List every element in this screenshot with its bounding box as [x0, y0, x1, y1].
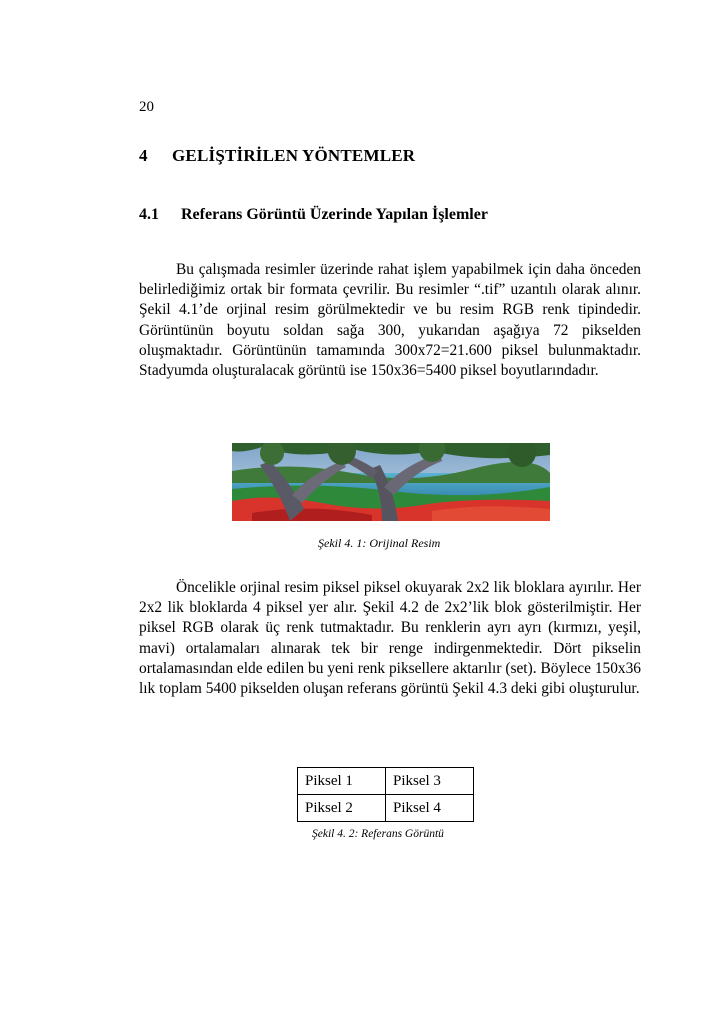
paragraph-2: Öncelikle orjinal resim piksel piksel okuyarak 2x2 lik bloklara ayırılır. Her 2x2 lik bloklarda 4 piksel yer alır. Şekil 4.2 de 2x2’lik blok gösterilmiştir. Her piksel RGB olarak üç renk tutmaktadır. Bu renklerin ayrı ayrı (kırmızı, yeşil, mavi) ortalamaları alınarak tek bir renge indirgenmektedir. Dört pikselin ortalamasından elde edilen bu yeni renk piksellere aktarılır (set). Böylece 150x36 lık toplam 5400 pikselden oluşan referans görüntü Şekil 4.3 deki gibi oluşturulur. — [139, 579, 641, 698]
table-cell: Piksel 1 — [298, 768, 386, 795]
pixel-block-table — [297, 767, 474, 822]
section-title: Referans Görüntü Üzerinde Yapılan İşlemler — [181, 206, 488, 223]
chapter-title: GELİŞTİRİLEN YÖNTEMLER — [172, 146, 416, 165]
table-cell: Piksel 4 — [386, 795, 474, 822]
table-cell: Piksel 2 — [298, 795, 386, 822]
page-number: 20 — [139, 99, 154, 115]
paragraph-1: Bu çalışmada resimler üzerinde rahat işlem yapabilmek için daha önceden belirlediğimiz ortak bir formata çevrilir. Bu resimler “.tif” uzantılı olarak alınır. Şekil 4.1’de orjinal resim görülmektedir ve bu resim RGB renk tipindedir. Görüntünün boyutu soldan sağa 300, yukarıdan aşağıya 72 pikselden oluşmaktadır. Görüntünün tamamında 300x72=21.600 piksel bulunmaktadır. Stadyumda oluşturalacak görüntü ise 150x36=5400 piksel boyutlarındadır. — [139, 261, 641, 380]
table-row — [298, 795, 474, 822]
figure-2-caption: Şekil 4. 2: Referans Görüntü — [312, 828, 444, 840]
chapter-heading — [139, 146, 415, 166]
figure-1-caption: Şekil 4. 1: Orijinal Resim — [318, 536, 441, 550]
table-row — [298, 768, 474, 795]
section-heading — [139, 206, 488, 224]
table-cell: Piksel 3 — [386, 768, 474, 795]
original-image — [232, 443, 550, 521]
section-number: 4.1 — [139, 206, 159, 223]
chapter-number: 4 — [139, 146, 148, 165]
